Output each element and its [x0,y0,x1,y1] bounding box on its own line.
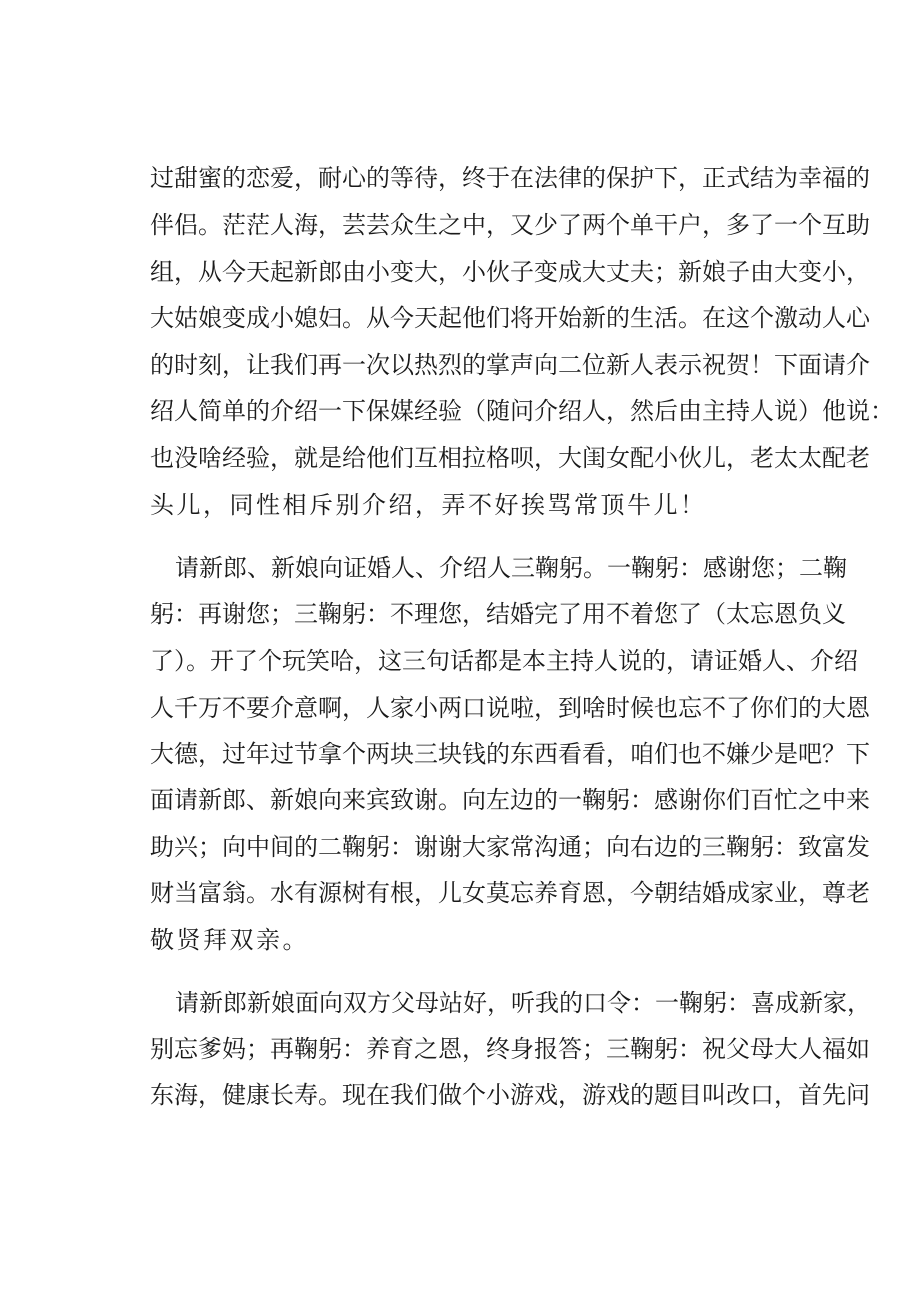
text-line: 也没啥经验，就是给他们互相拉格呗，大闺女配小伙儿，老太太配老 [150,444,870,472]
text-line: 大德，过年过节拿个两块三块钱的东西看看，咱们也不嫌少是吧？下 [150,740,870,768]
text-line: 的时刻，让我们再一次以热烈的掌声向二位新人表示祝贺！下面请介 [150,351,870,379]
text-line: 大姑娘变成小媳妇。从今天起他们将开始新的生活。在这个激动人心 [150,304,870,332]
text-line: 请新郎新娘面向双方父母站好，听我的口令：一鞠躬：喜成新家， [175,989,871,1017]
text-line: 绍人简单的介绍一下保媒经验（随问介绍人，然后由主持人说）他说： [150,397,894,425]
text-line: 头儿，同性相斥别介绍，弄不好挨骂常顶牛儿！ [150,491,707,519]
text-line: 躬：再谢您；三鞠躬：不理您，结婚完了用不着您了（太忘恩负义 [150,600,846,628]
text-line: 面请新郎、新娘向来宾致谢。向左边的一鞠躬：感谢你们百忙之中来 [150,786,870,814]
text-line: 敬贤拜双亲。 [150,926,309,954]
text-line: 人千万不要介意啊，人家小两口说啦，到啥时候也忘不了你们的大恩 [150,694,870,722]
text-line: 了）。开了个玩笑哈，这三句话都是本主持人说的，请证婚人、介绍 [150,647,858,675]
text-line: 伴侣。茫茫人海，芸芸众生之中，又少了两个单干户，多了一个互助 [150,211,870,239]
text-line: 组，从今天起新郎由小变大，小伙子变成大丈夫；新娘子由大变小， [150,258,870,286]
text-line: 财当富翁。水有源树有根，儿女莫忘养育恩，今朝结婚成家业，尊老 [150,879,870,907]
text-line: 别忘爹妈；再鞠躬：养育之恩，终身报答；三鞠躬：祝父母大人福如 [150,1035,870,1063]
text-line: 请新郎、新娘向证婚人、介绍人三鞠躬。一鞠躬：感谢您；二鞠 [175,554,847,582]
text-line: 过甜蜜的恋爱，耐心的等待，终于在法律的保护下，正式结为幸福的 [150,164,870,192]
text-line: 助兴；向中间的二鞠躬：谢谢大家常沟通；向右边的三鞠躬：致富发 [150,833,870,861]
text-line: 东海，健康长寿。现在我们做个小游戏，游戏的题目叫改口，首先问 [150,1081,870,1109]
